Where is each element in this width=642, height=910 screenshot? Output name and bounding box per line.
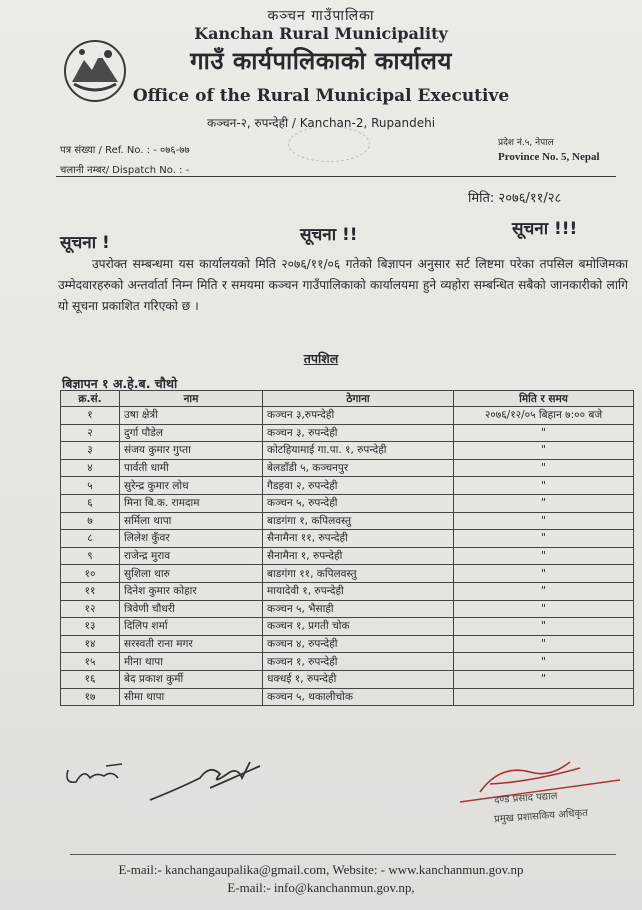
cell-name: त्रिवेणी चौधरी xyxy=(120,600,263,618)
cell-datetime: " xyxy=(454,494,634,512)
cell-serial: १३ xyxy=(61,618,120,636)
cell-serial: ६ xyxy=(61,494,120,512)
cell-address: कञ्चन ५, रुपन्देही xyxy=(263,494,454,512)
cell-address: कञ्चन ५, भैसाही xyxy=(263,600,454,618)
cell-address: मायादेवी १, रुपन्देही xyxy=(263,582,454,600)
office-name-en: Office of the Rural Municipal Executive xyxy=(132,86,510,106)
cell-datetime xyxy=(454,688,634,706)
section-title: तपशिल xyxy=(303,351,339,366)
cell-datetime: " xyxy=(454,530,634,548)
notice-body: उपरोक्त सम्बन्धमा यस कार्यालयको मिति २०७६/११/०६ गतेको बिज्ञापन अनुसार सर्ट लिष्टमा परेका तपसिल बमोजिमका उम्मेदवारहरुको अन्तर्वार्ता निम्न मिति र समयमा कञ्चन गाउँपालिकाको कार्यालयमा हुने व्यहोरा सम्बन्धित सबैको जानकारीको लागि यो सूचना प्रकाशित गरिएको छ । xyxy=(58,257,628,313)
cell-address: कञ्चन ३,रुपन्देही xyxy=(263,407,454,425)
cell-name: सुरेन्द्र कुमार लोध xyxy=(120,477,263,495)
table-row xyxy=(61,407,634,425)
municipality-name-np: कञ्चन गाउँपालिका xyxy=(267,8,375,24)
cell-serial: ३ xyxy=(61,442,120,460)
table-header-row xyxy=(61,391,634,407)
table-row xyxy=(61,494,634,512)
cell-address: सैनामैना ११, रुपन्देही xyxy=(263,530,454,548)
vacancy-title: बिज्ञापन १ अ.हे.ब. चौथो xyxy=(62,376,178,391)
notice-label-1: सूचना ! xyxy=(60,233,110,253)
province-en: Province No. 5, Nepal xyxy=(498,151,600,163)
reference-number: पत्र संख्या / Ref. No. : - ०७६-७७ xyxy=(60,145,190,156)
cell-datetime: " xyxy=(454,424,634,442)
notice-date: मिति: २०७६/११/२८ xyxy=(468,191,562,206)
cell-name: संजय कुमार गुप्ता xyxy=(120,442,263,460)
cell-name: राजेन्द्र मुराव xyxy=(120,547,263,565)
cell-datetime: " xyxy=(454,459,634,477)
cell-serial: १४ xyxy=(61,635,120,653)
cell-address: कञ्चन ४, रुपन्देही xyxy=(263,635,454,653)
cell-datetime: " xyxy=(454,512,634,530)
cell-datetime: " xyxy=(454,635,634,653)
received-stamp xyxy=(288,126,370,162)
cell-serial: १२ xyxy=(61,600,120,618)
footer-divider xyxy=(70,854,616,855)
cell-serial: ११ xyxy=(61,582,120,600)
cell-address: बाडगंगा १, कपिलवस्तु xyxy=(263,512,454,530)
candidate-table xyxy=(60,390,634,706)
cell-serial: ९ xyxy=(61,547,120,565)
cell-serial: १७ xyxy=(61,688,120,706)
cell-datetime: " xyxy=(454,600,634,618)
table-row xyxy=(61,477,634,495)
cell-datetime: " xyxy=(454,547,634,565)
table-row xyxy=(61,459,634,477)
table-row xyxy=(61,442,634,460)
province-np: प्रदेश नं.५, नेपाल xyxy=(498,138,554,148)
cell-serial: २ xyxy=(61,424,120,442)
footer-contact-line-1: E-mail:- kanchangaupalika@gmail.com, Website: - www.kanchanmun.gov.np xyxy=(118,862,524,877)
cell-name: मीना थापा xyxy=(120,653,263,671)
table-row xyxy=(61,424,634,442)
header-datetime: मिति र समय xyxy=(454,391,634,407)
cell-datetime: " xyxy=(454,670,634,688)
cell-datetime: " xyxy=(454,618,634,636)
cell-name: लिलेश कुँवर xyxy=(120,530,263,548)
cell-address: गैडहवा २, रुपन्देही xyxy=(263,477,454,495)
cell-name: उषा क्षेत्री xyxy=(120,407,263,425)
cell-name: बेद प्रकाश कुर्मी xyxy=(120,670,263,688)
cell-name: पार्वती धामी xyxy=(120,459,263,477)
cell-address: बेलडाँडी ५, कञ्चनपुर xyxy=(263,459,454,477)
cell-address: कोटहियामाई गा.पा. १, रुपन्देही xyxy=(263,442,454,460)
office-name-np: गाउँ कार्यपालिकाको कार्यालय xyxy=(190,47,452,75)
table-row xyxy=(61,547,634,565)
cell-serial: ५ xyxy=(61,477,120,495)
header-divider xyxy=(56,176,616,177)
cell-serial: १० xyxy=(61,565,120,583)
cell-serial: ८ xyxy=(61,530,120,548)
cell-address: बाडगंगा ११, कपिलवस्तु xyxy=(263,565,454,583)
header-address: ठेगाना xyxy=(263,391,454,407)
signatory-title: प्रमुख प्रशासकिय अधिकृत xyxy=(493,807,589,826)
cell-address: कञ्चन १, रुपन्देही xyxy=(263,653,454,671)
cell-serial: ४ xyxy=(61,459,120,477)
cell-datetime: " xyxy=(454,442,634,460)
cell-address: कञ्चन ३, रुपन्देही xyxy=(263,424,454,442)
office-address: कञ्चन-२, रुपन्देही / Kanchan-2, Rupandehi xyxy=(206,116,436,130)
table-row xyxy=(61,530,634,548)
cell-name: सर्मिला थापा xyxy=(120,512,263,530)
cell-name: मिना बि.क. रामदाम xyxy=(120,494,263,512)
cell-serial: ७ xyxy=(61,512,120,530)
table-row xyxy=(61,688,634,706)
dispatch-number: चलानी नम्बर/ Dispatch No. : - xyxy=(60,165,190,176)
cell-name: दिलिप शर्मा xyxy=(120,618,263,636)
cell-datetime: " xyxy=(454,582,634,600)
cell-address: कञ्चन १, प्रगती चोक xyxy=(263,618,454,636)
table-row xyxy=(61,582,634,600)
cell-name: दुर्गा पौडेल xyxy=(120,424,263,442)
cell-address: धक्धई १, रुपन्देही xyxy=(263,670,454,688)
cell-address: कञ्चन ५, थकालीचोक xyxy=(263,688,454,706)
notice-label-2: सूचना !! xyxy=(300,225,358,245)
cell-name: सीमा थापा xyxy=(120,688,263,706)
cell-datetime: " xyxy=(454,565,634,583)
signatory-name: दण्ड प्रसाद पद्याल xyxy=(493,790,558,807)
cell-name: सरस्वती राना मगर xyxy=(120,635,263,653)
table-row xyxy=(61,670,634,688)
table-row xyxy=(61,600,634,618)
cell-name: सुशिला थारु xyxy=(120,565,263,583)
table-row xyxy=(61,618,634,636)
cell-serial: १५ xyxy=(61,653,120,671)
cell-name: दिनेश कुमार कोहार xyxy=(120,582,263,600)
table-row xyxy=(61,653,634,671)
footer-contact-line-2: E-mail:- info@kanchanmun.gov.np, xyxy=(227,880,415,895)
header-serial: क्र.सं. xyxy=(61,391,120,407)
cell-address: सैनामैना १, रुपन्देही xyxy=(263,547,454,565)
header-name: नाम xyxy=(120,391,263,407)
municipality-name-en: Kanchan Rural Municipality xyxy=(194,24,448,43)
cell-serial: १६ xyxy=(61,670,120,688)
notice-label-3: सूचना !!! xyxy=(512,219,578,239)
cell-datetime: २०७६/१२/०५ बिहान ७:०० बजे xyxy=(454,407,634,425)
table-row xyxy=(61,565,634,583)
cell-serial: १ xyxy=(61,407,120,425)
cell-datetime: " xyxy=(454,653,634,671)
cell-datetime: " xyxy=(454,477,634,495)
table-row xyxy=(61,512,634,530)
table-row xyxy=(61,635,634,653)
